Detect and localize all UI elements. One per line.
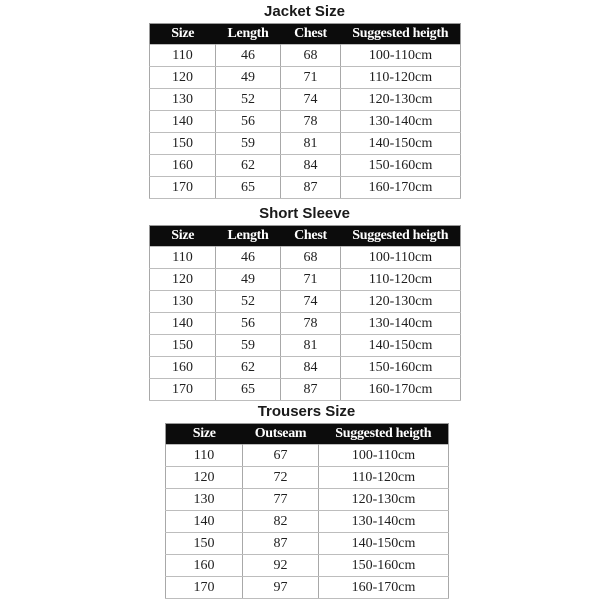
table-cell: 68 bbox=[281, 45, 341, 67]
table-cell: 140 bbox=[150, 111, 216, 133]
table-cell: 100-110cm bbox=[319, 445, 449, 467]
column-header: Size bbox=[150, 226, 216, 247]
table-cell: 56 bbox=[216, 111, 281, 133]
column-header: Size bbox=[150, 24, 216, 45]
table-cell: 150-160cm bbox=[341, 155, 461, 177]
table-row bbox=[150, 155, 461, 177]
column-header: Chest bbox=[281, 24, 341, 45]
table-cell: 56 bbox=[216, 313, 281, 335]
table-row bbox=[150, 291, 461, 313]
trousers-size-title: Trousers Size bbox=[257, 403, 356, 420]
table-cell: 81 bbox=[281, 133, 341, 155]
table-cell: 170 bbox=[150, 379, 216, 401]
table-cell: 110-120cm bbox=[341, 67, 461, 89]
table-cell: 78 bbox=[281, 313, 341, 335]
table-cell: 120-130cm bbox=[341, 89, 461, 111]
table-cell: 71 bbox=[281, 67, 341, 89]
table-cell: 62 bbox=[216, 155, 281, 177]
table-cell: 130-140cm bbox=[341, 111, 461, 133]
table-cell: 59 bbox=[216, 335, 281, 357]
column-header: Suggested heigth bbox=[341, 24, 461, 45]
jacket-size-table bbox=[149, 23, 461, 199]
table-row bbox=[166, 445, 449, 467]
table-cell: 74 bbox=[281, 291, 341, 313]
table-cell: 100-110cm bbox=[341, 45, 461, 67]
table-row bbox=[166, 577, 449, 599]
table-cell: 82 bbox=[243, 511, 319, 533]
column-header: Suggested heigth bbox=[341, 226, 461, 247]
table-cell: 46 bbox=[216, 247, 281, 269]
table-cell: 74 bbox=[281, 89, 341, 111]
table-row bbox=[150, 67, 461, 89]
table-row bbox=[150, 177, 461, 199]
table-row bbox=[166, 467, 449, 489]
table-cell: 120 bbox=[166, 467, 243, 489]
table-row bbox=[150, 357, 461, 379]
trousers-size-section bbox=[165, 402, 448, 599]
table-row bbox=[150, 133, 461, 155]
table-row bbox=[166, 533, 449, 555]
table-cell: 150 bbox=[150, 133, 216, 155]
table-cell: 110 bbox=[150, 247, 216, 269]
table-cell: 52 bbox=[216, 89, 281, 111]
table-cell: 150 bbox=[166, 533, 243, 555]
table-cell: 140 bbox=[166, 511, 243, 533]
table-cell: 170 bbox=[150, 177, 216, 199]
table-cell: 160 bbox=[166, 555, 243, 577]
column-header: Outseam bbox=[243, 424, 319, 445]
table-cell: 52 bbox=[216, 291, 281, 313]
table-cell: 81 bbox=[281, 335, 341, 357]
table-cell: 170 bbox=[166, 577, 243, 599]
table-cell: 65 bbox=[216, 177, 281, 199]
table-row bbox=[166, 555, 449, 577]
table-cell: 87 bbox=[243, 533, 319, 555]
table-cell: 130 bbox=[150, 89, 216, 111]
table-row bbox=[150, 269, 461, 291]
table-cell: 130 bbox=[166, 489, 243, 511]
table-row bbox=[166, 511, 449, 533]
table-cell: 49 bbox=[216, 269, 281, 291]
trousers-size-table bbox=[165, 423, 449, 599]
table-cell: 150 bbox=[150, 335, 216, 357]
short-sleeve-title: Short Sleeve bbox=[259, 205, 350, 222]
column-header: Suggested heigth bbox=[319, 424, 449, 445]
table-cell: 140-150cm bbox=[341, 133, 461, 155]
table-cell: 97 bbox=[243, 577, 319, 599]
table-cell: 140 bbox=[150, 313, 216, 335]
table-cell: 150-160cm bbox=[319, 555, 449, 577]
table-cell: 160-170cm bbox=[341, 177, 461, 199]
short-sleeve-table bbox=[149, 225, 461, 401]
table-cell: 49 bbox=[216, 67, 281, 89]
table-cell: 67 bbox=[243, 445, 319, 467]
table-row bbox=[150, 89, 461, 111]
table-cell: 100-110cm bbox=[341, 247, 461, 269]
table-cell: 92 bbox=[243, 555, 319, 577]
table-cell: 140-150cm bbox=[341, 335, 461, 357]
header-row bbox=[166, 424, 449, 445]
jacket-size-title: Jacket Size bbox=[264, 3, 345, 20]
table-cell: 130-140cm bbox=[341, 313, 461, 335]
table-row bbox=[166, 489, 449, 511]
table-cell: 77 bbox=[243, 489, 319, 511]
table-cell: 140-150cm bbox=[319, 533, 449, 555]
header-row bbox=[150, 226, 461, 247]
table-cell: 120-130cm bbox=[341, 291, 461, 313]
table-cell: 59 bbox=[216, 133, 281, 155]
jacket-size-section bbox=[149, 2, 460, 199]
table-row bbox=[150, 379, 461, 401]
table-cell: 84 bbox=[281, 155, 341, 177]
table-cell: 160 bbox=[150, 357, 216, 379]
table-cell: 110 bbox=[150, 45, 216, 67]
table-row bbox=[150, 247, 461, 269]
table-row bbox=[150, 335, 461, 357]
table-cell: 65 bbox=[216, 379, 281, 401]
table-cell: 87 bbox=[281, 379, 341, 401]
table-cell: 130 bbox=[150, 291, 216, 313]
column-header: Chest bbox=[281, 226, 341, 247]
table-cell: 160-170cm bbox=[319, 577, 449, 599]
table-cell: 110-120cm bbox=[341, 269, 461, 291]
table-row bbox=[150, 313, 461, 335]
column-header: Length bbox=[216, 226, 281, 247]
table-cell: 120 bbox=[150, 67, 216, 89]
table-cell: 160 bbox=[150, 155, 216, 177]
table-cell: 46 bbox=[216, 45, 281, 67]
table-cell: 72 bbox=[243, 467, 319, 489]
short-sleeve-section bbox=[149, 204, 460, 401]
table-cell: 62 bbox=[216, 357, 281, 379]
table-row bbox=[150, 45, 461, 67]
table-cell: 71 bbox=[281, 269, 341, 291]
table-cell: 110 bbox=[166, 445, 243, 467]
table-cell: 84 bbox=[281, 357, 341, 379]
table-cell: 110-120cm bbox=[319, 467, 449, 489]
table-cell: 68 bbox=[281, 247, 341, 269]
table-row bbox=[150, 111, 461, 133]
table-cell: 120-130cm bbox=[319, 489, 449, 511]
header-row bbox=[150, 24, 461, 45]
column-header: Length bbox=[216, 24, 281, 45]
column-header: Size bbox=[166, 424, 243, 445]
table-cell: 150-160cm bbox=[341, 357, 461, 379]
table-cell: 78 bbox=[281, 111, 341, 133]
table-cell: 87 bbox=[281, 177, 341, 199]
table-cell: 130-140cm bbox=[319, 511, 449, 533]
table-cell: 120 bbox=[150, 269, 216, 291]
table-cell: 160-170cm bbox=[341, 379, 461, 401]
